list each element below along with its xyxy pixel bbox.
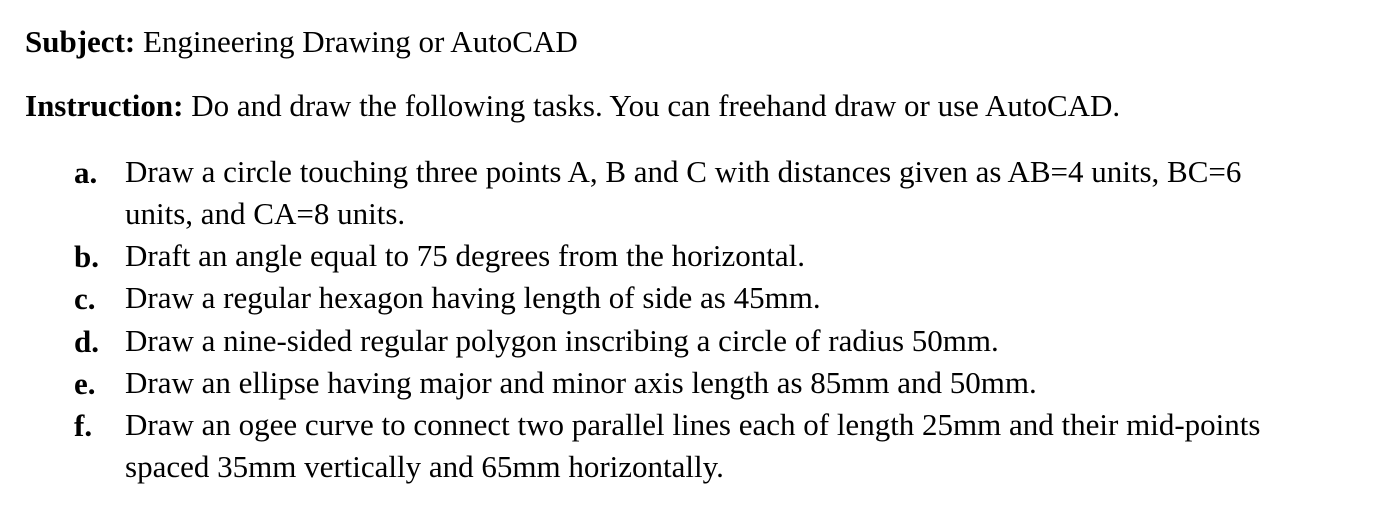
subject-label: Subject: <box>25 24 136 59</box>
task-letter: b. <box>74 239 99 274</box>
task-letter: f. <box>74 408 93 443</box>
task-text-line: Draw a regular hexagon having length of side as 45mm. <box>125 280 821 315</box>
instruction-line <box>25 90 1120 121</box>
instruction-value: Do and draw the following tasks. You can freehand draw or use AutoCAD. <box>191 88 1121 123</box>
task-letter: e. <box>74 366 96 401</box>
task-text <box>125 362 1365 404</box>
task-text-line: Draw a nine-sided regular polygon inscribing a circle of radius 50mm. <box>125 323 999 358</box>
task-letter: c. <box>74 281 96 316</box>
subject-line <box>25 26 578 57</box>
task-text <box>125 235 1365 277</box>
instruction-label: Instruction: <box>25 88 184 123</box>
subject-value: Engineering Drawing or AutoCAD <box>142 24 578 59</box>
task-text <box>125 277 1365 319</box>
task-text-line: units, and CA=8 units. <box>125 196 406 231</box>
task-text <box>125 320 1365 362</box>
task-letter: d. <box>74 324 99 359</box>
task-text-line: Draw an ellipse having major and minor axis length as 85mm and 50mm. <box>125 365 1037 400</box>
task-letter: a. <box>74 155 98 190</box>
task-text-line: Draw a circle touching three points A, B and C with distances given as AB=4 units, BC=6 <box>125 154 1242 189</box>
task-text-line: spaced 35mm vertically and 65mm horizontally. <box>125 449 724 484</box>
task-text <box>125 151 1365 235</box>
task-text-line: Draft an angle equal to 75 degrees from the horizontal. <box>125 238 806 273</box>
task-text <box>125 404 1365 488</box>
task-text-line: Draw an ogee curve to connect two parallel lines each of length 25mm and their mid-points <box>125 407 1261 442</box>
